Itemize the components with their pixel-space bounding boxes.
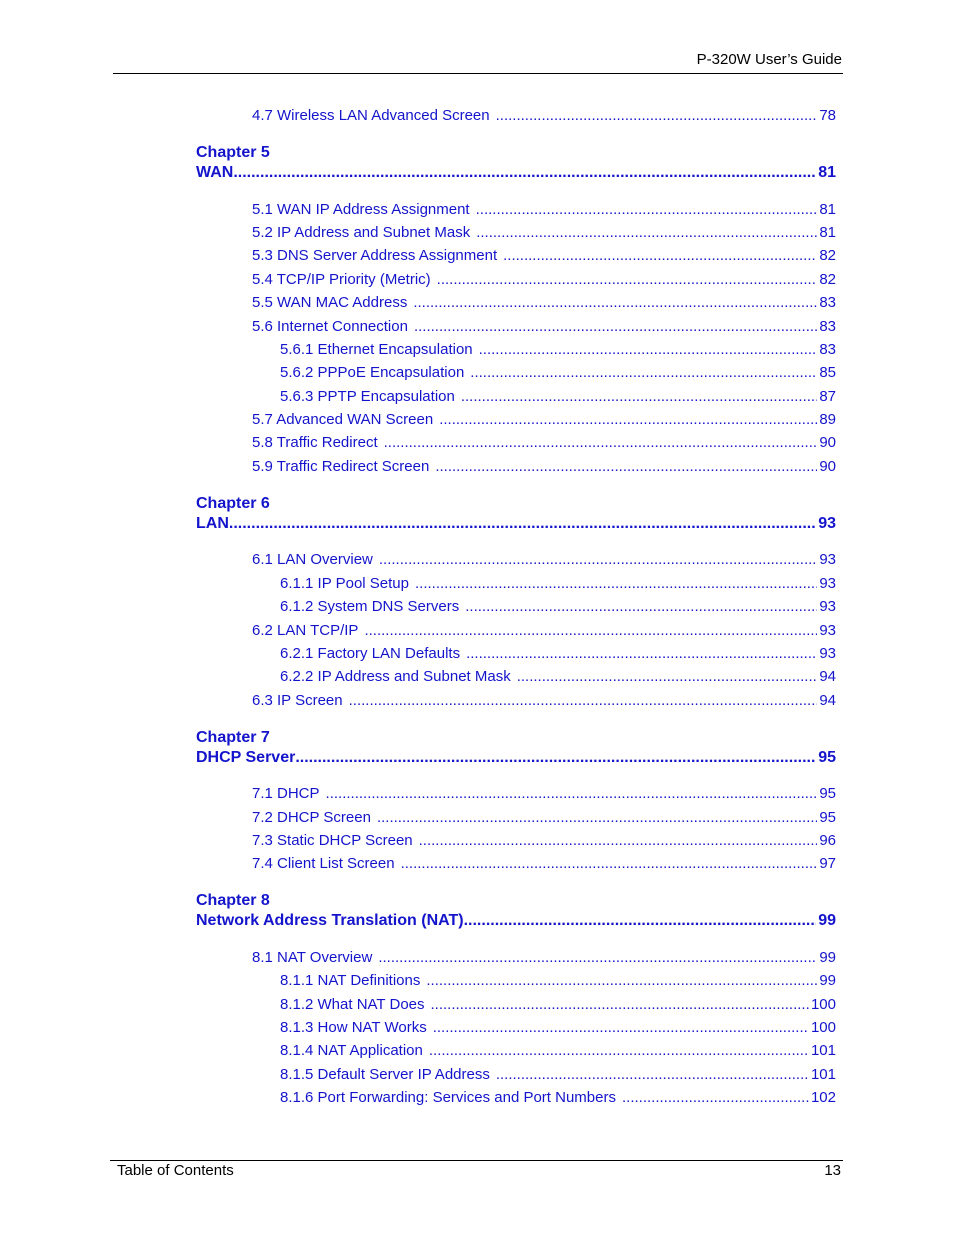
toc-entry[interactable]: 7.3 Static DHCP Screen ..... 96	[252, 832, 836, 849]
toc-subentry[interactable]: 6.2.2 IP Address and Subnet Mask ..... 94	[280, 668, 836, 685]
toc-chapter-entry[interactable]: LAN ..... 93	[196, 515, 836, 533]
toc-entry[interactable]: 5.4 TCP/IP Priority (Metric) ..... 82	[252, 271, 836, 288]
chapter-label: Chapter 8	[196, 892, 270, 909]
toc-chapter-entry[interactable]: WAN ..... 81	[196, 164, 836, 182]
toc-entry[interactable]: 7.2 DHCP Screen ..... 95	[252, 809, 836, 826]
chapter-label: Chapter 6	[196, 495, 270, 512]
toc-subentry[interactable]: 8.1.2 What NAT Does ..... 100	[280, 996, 836, 1013]
chapter-label: Chapter 5	[196, 144, 270, 161]
toc-entry[interactable]: 7.4 Client List Screen ..... 97	[252, 855, 836, 872]
toc-subentry[interactable]: 5.6.3 PPTP Encapsulation ..... 87	[280, 388, 836, 405]
toc-entry[interactable]: 5.3 DNS Server Address Assignment ..... 82	[252, 247, 836, 264]
toc-subentry[interactable]: 8.1.3 How NAT Works ..... 100	[280, 1019, 836, 1036]
toc-chapter-entry[interactable]: DHCP Server ..... 95	[196, 749, 836, 767]
toc-subentry[interactable]: 8.1.4 NAT Application ..... 101	[280, 1042, 836, 1059]
footer-divider	[110, 1160, 843, 1161]
toc-subentry[interactable]: 8.1.5 Default Server IP Address ..... 101	[280, 1066, 836, 1083]
toc-subentry[interactable]: 6.1.1 IP Pool Setup ..... 93	[280, 575, 836, 592]
toc-entry[interactable]: 5.5 WAN MAC Address ..... 83	[252, 294, 836, 311]
toc-entry[interactable]: 5.6 Internet Connection ..... 83	[252, 318, 836, 335]
header-divider	[113, 73, 843, 74]
toc-chapter-entry[interactable]: Network Address Translation (NAT) ..... 99	[196, 912, 836, 930]
toc-subentry[interactable]: 6.1.2 System DNS Servers ..... 93	[280, 598, 836, 615]
toc-entry[interactable]: 5.2 IP Address and Subnet Mask ..... 81	[252, 224, 836, 241]
toc-entry[interactable]: 5.8 Traffic Redirect ..... 90	[252, 434, 836, 451]
toc-entry[interactable]: 6.3 IP Screen ..... 94	[252, 692, 836, 709]
toc-subentry[interactable]: 8.1.1 NAT Definitions ..... 99	[280, 972, 836, 989]
toc-entry[interactable]: 5.7 Advanced WAN Screen ..... 89	[252, 411, 836, 428]
toc-subentry[interactable]: 5.6.1 Ethernet Encapsulation ..... 83	[280, 341, 836, 358]
toc-entry[interactable]: 7.1 DHCP ..... 95	[252, 785, 836, 802]
toc-entry[interactable]: 4.7 Wireless LAN Advanced Screen ..... 78	[252, 107, 836, 124]
page-number: 13	[824, 1162, 841, 1179]
chapter-label: Chapter 7	[196, 729, 270, 746]
toc-subentry[interactable]: 6.2.1 Factory LAN Defaults ..... 93	[280, 645, 836, 662]
toc-entry[interactable]: 6.2 LAN TCP/IP ..... 93	[252, 622, 836, 639]
guide-title: P-320W User’s Guide	[696, 51, 842, 68]
toc-subentry[interactable]: 5.6.2 PPPoE Encapsulation ..... 85	[280, 364, 836, 381]
toc-subentry[interactable]: 8.1.6 Port Forwarding: Services and Port Numbers ..... 102	[280, 1089, 836, 1106]
footer-section-title: Table of Contents	[117, 1162, 234, 1179]
toc-entry[interactable]: 5.1 WAN IP Address Assignment ..... 81	[252, 201, 836, 218]
toc-entry[interactable]: 8.1 NAT Overview ..... 99	[252, 949, 836, 966]
toc-entry[interactable]: 5.9 Traffic Redirect Screen ..... 90	[252, 458, 836, 475]
toc-entry[interactable]: 6.1 LAN Overview ..... 93	[252, 551, 836, 568]
